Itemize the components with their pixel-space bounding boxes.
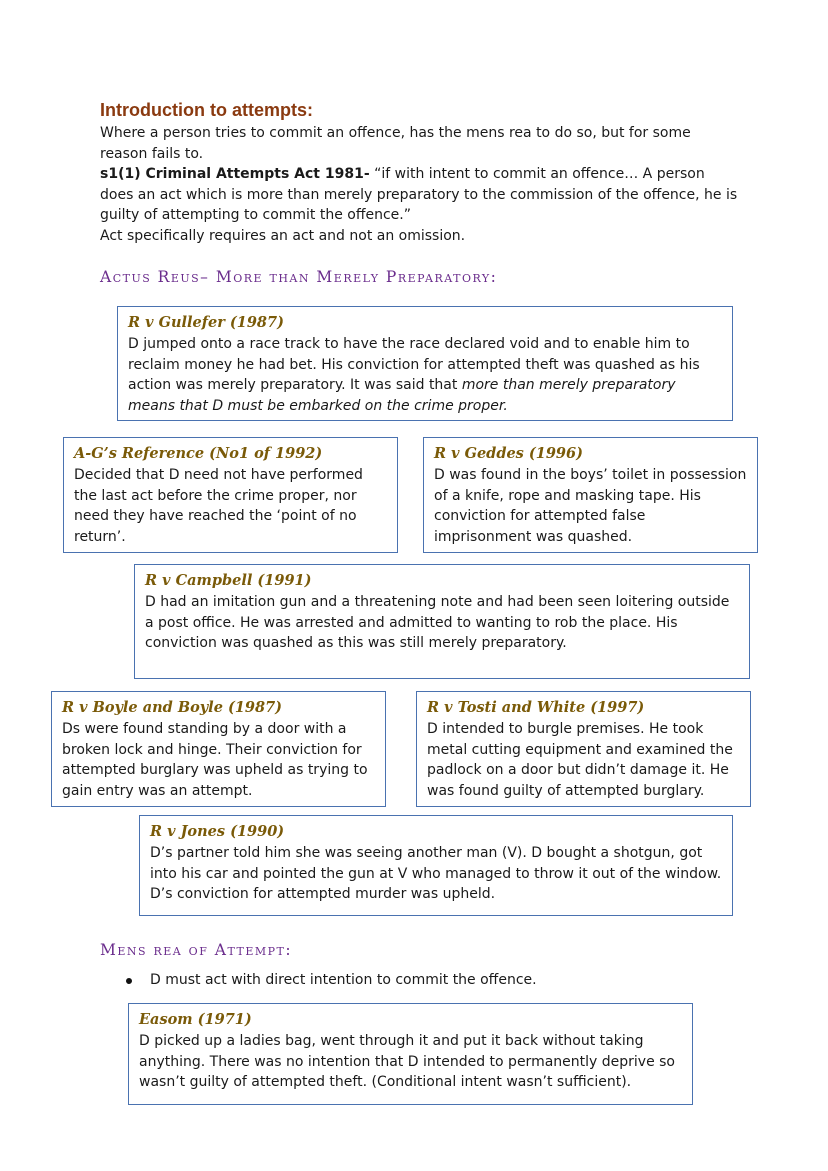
case-title: R v Jones (1990) bbox=[150, 823, 285, 840]
case-text: D picked up a ladies bag, went through it and put it back without taking anything. There was no intention that D intended to permanently deprive so wasn’t guilty of attempted theft. (Conditional intent wasn’t sufficient). bbox=[139, 1033, 675, 1090]
case-box-boyle bbox=[51, 691, 386, 807]
page-title: Introduction to attempts: bbox=[100, 100, 313, 120]
intro-definition: Where a person tries to commit an offence, has the mens rea to do so, but for some reason fails to. bbox=[100, 125, 691, 162]
case-title: R v Tosti and White (1997) bbox=[427, 699, 645, 716]
case-box-campbell bbox=[134, 564, 750, 679]
statute-name: s1(1) Criminal Attempts Act 1981- bbox=[100, 166, 370, 182]
bullet-icon bbox=[126, 978, 132, 984]
case-text: D had an imitation gun and a threatening note and had been seen loitering outside a post office. He was arrested and admitted to wanting to rob the place. His conviction was quashed as this was still merely preparatory. bbox=[145, 594, 730, 651]
case-title: A-G’s Reference (No1 of 1992) bbox=[74, 445, 323, 462]
case-box-gullefer bbox=[117, 306, 733, 421]
mens-rea-heading: Mens rea of Attempt: bbox=[100, 941, 293, 959]
case-box-geddes bbox=[423, 437, 758, 553]
act-requirement: Act specifically requires an act and not an omission. bbox=[100, 227, 466, 244]
intro-paragraph bbox=[100, 123, 740, 246]
intention-bullet: D must act with direct intention to commit the offence. bbox=[150, 972, 537, 988]
case-text: D was found in the boys’ toilet in possession of a knife, rope and masking tape. His conviction for attempted false imprisonment was quashed. bbox=[434, 467, 747, 545]
actus-reus-heading: Actus Reus– More than Merely Preparatory: bbox=[100, 268, 498, 286]
case-title: R v Campbell (1991) bbox=[145, 572, 312, 589]
case-text-plain: D jumped onto a race track to have the race declared void and to enable him to reclaim money he had bet. His conviction for attempted theft was quashed as his action was merely preparatory. It was said that bbox=[128, 336, 700, 393]
case-box-jones bbox=[139, 815, 733, 916]
case-text-italic: more than merely preparatory means that D must be embarked on the crime proper. bbox=[128, 377, 676, 414]
case-box-ag-reference bbox=[63, 437, 398, 553]
case-box-easom bbox=[128, 1003, 693, 1105]
case-text: D’s partner told him she was seeing another man (V). D bought a shotgun, got into his car and pointed the gun at V who managed to throw it out of the window. D’s conviction for attempted murder was upheld. bbox=[150, 845, 722, 902]
case-title: Easom (1971) bbox=[139, 1011, 252, 1028]
case-text: D intended to burgle premises. He took metal cutting equipment and examined the padlock on a door but didn’t damage it. He was found guilty of attempted burglary. bbox=[427, 721, 733, 799]
case-text: Ds were found standing by a door with a broken lock and hinge. Their conviction for attempted burglary was upheld as trying to gain entry was an attempt. bbox=[62, 721, 368, 799]
case-box-tosti bbox=[416, 691, 751, 807]
case-text bbox=[128, 334, 722, 416]
case-title: R v Gullefer (1987) bbox=[128, 314, 284, 331]
case-text: Decided that D need not have performed the last act before the crime proper, nor need they have reached the ‘point of no return’. bbox=[74, 467, 363, 545]
statute-text: “if with intent to commit an offence… A person does an act which is more than merely preparatory to the commission of the offence, he is guilty of attempting to commit the offence.” bbox=[100, 166, 738, 223]
case-title: R v Geddes (1996) bbox=[434, 445, 583, 462]
case-title: R v Boyle and Boyle (1987) bbox=[62, 699, 283, 716]
statute-quote bbox=[100, 164, 740, 226]
